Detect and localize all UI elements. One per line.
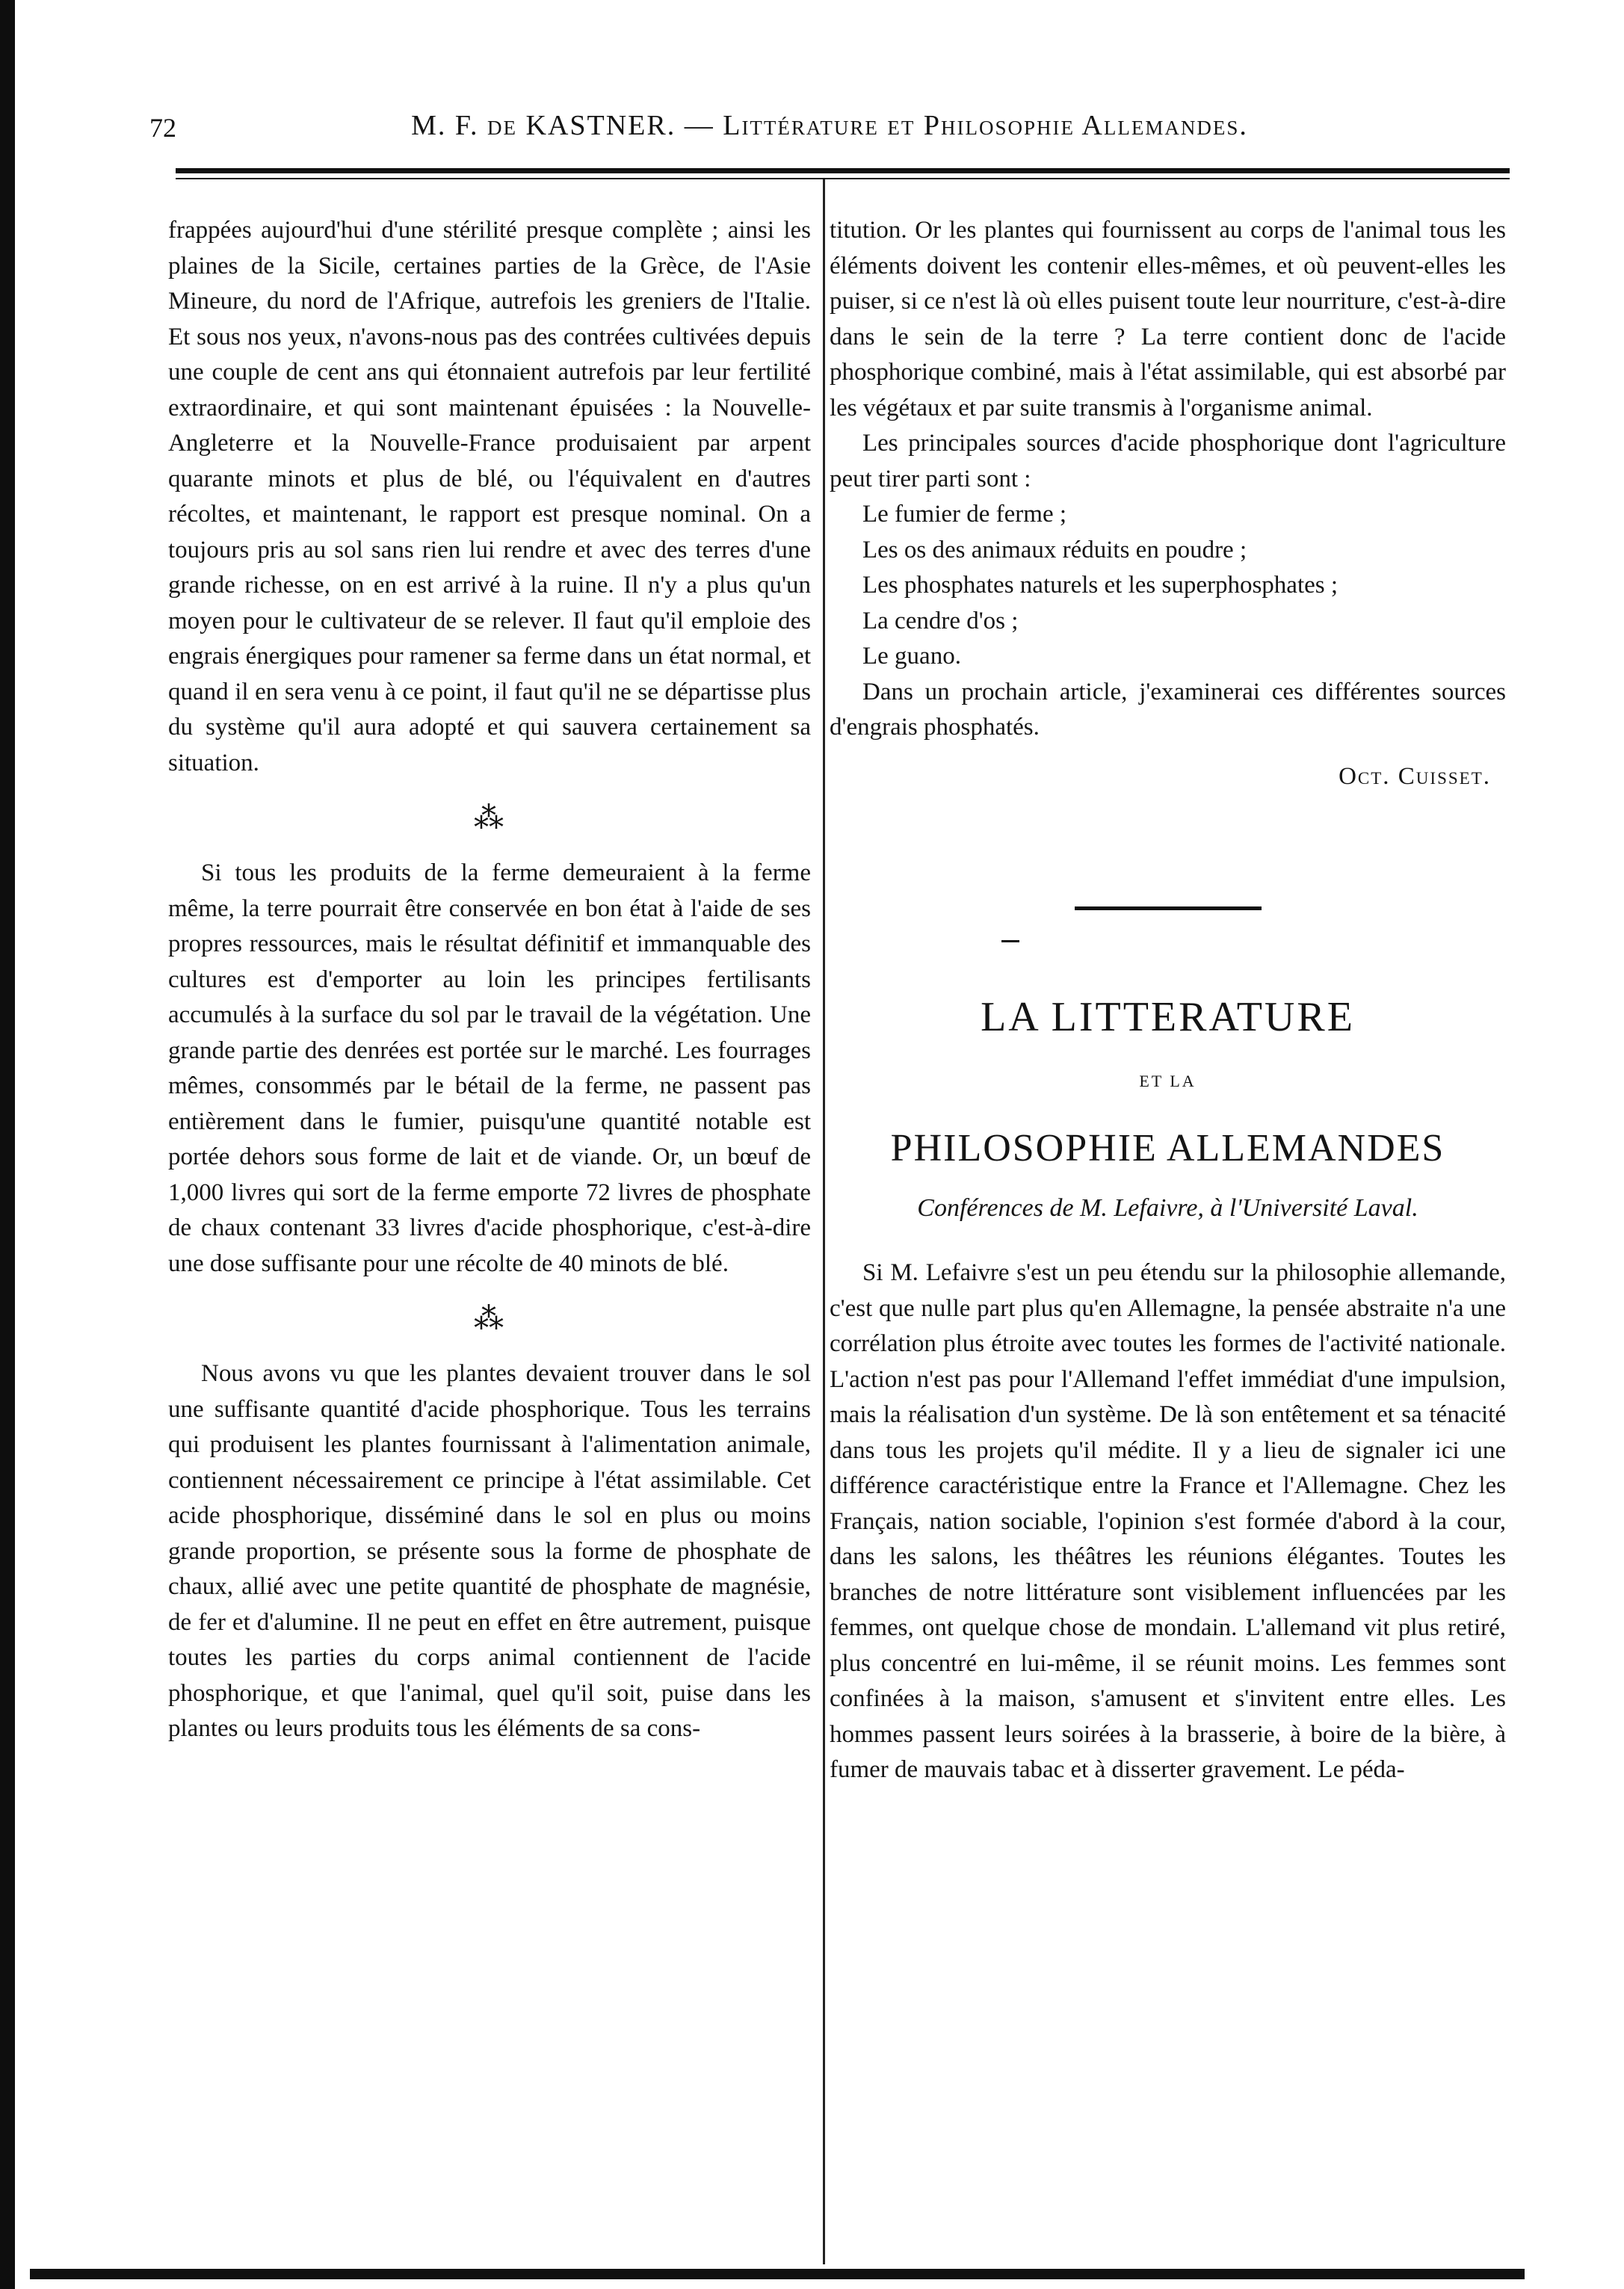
page-number: 72 — [149, 113, 176, 143]
article-title-conjunction: ET LA — [1139, 1072, 1197, 1090]
paragraph: Si tous les produits de la ferme demeuraient à la ferme même, la terre pourrait être conservée en bon état à l'aide de ses propres ressources, mais le résultat définitif et immanquable des cultures est d'emporter au loin les principes fertilisants accumulés à la surface du sol par le travail de la végétation. Une grande partie des denrées est portée sur le marché. Les fourrages mêmes, consommés par le bétail de la ferme, ne passent pas entièrement dans le fumier, puisqu'une quantité notable est portée dehors sous forme de lait et de viande. Or, un bœuf de 1,000 livres qui sort de la ferme emporte 72 livres de phosphate de chaux contenant 33 livres d'acide phosphorique, c'est-à-dire une dose suffisante pour une récolte de 40 minots de blé. — [168, 859, 811, 1277]
right-column — [830, 213, 1506, 1788]
section-separator: ⁂ — [474, 1302, 505, 1335]
paragraph: Les principales sources d'acide phosphorique dont l'agriculture peut tirer parti sont : — [830, 430, 1506, 492]
list-item: La cendre d'os ; — [862, 607, 1019, 634]
list-item: Les os des animaux réduits en poudre ; — [862, 536, 1247, 563]
article-title-continued: PHILOSOPHIE ALLEMANDES — [890, 1126, 1445, 1170]
section-separator: ⁂ — [474, 801, 505, 835]
bottom-rule — [30, 2269, 1525, 2279]
paragraph: Dans un prochain article, j'examinerai ces différentes sources d'engrais phosphatés. — [830, 678, 1506, 741]
article-subtitle: Conférences de M. Lefaivre, à l'Université Laval. — [917, 1193, 1418, 1222]
paragraph: Si M. Lefaivre s'est un peu étendu sur la philosophie allemande, c'est que nulle part plus qu'en Allemagne, la pensée abstraite n'a une corrélation plus étroite avec toutes les formes de l'activité nationale. L'action n'est pas pour l'Allemand l'effet immédiat d'une impulsion, mais la réalisation d'un système. De là son entêtement et sa ténacité dans tous les projets qu'il médite. Il y a lieu de signaler ici une différence caractéristique entre la France et l'Allemagne. Chez les Français, nation sociable, l'opinion s'est formée d'abord à la cour, dans les salons, les théâtres les réunions élégantes. Toutes les branches de notre littérature sont visiblement influencées par les femmes, ont quelque chose de mondain. L'allemand vit plus retiré, plus concentré en lui-même, il se réunit moins. Les femmes sont confinées à la maison, s'amusent et s'invitent entre elles. Les hommes passent leurs soirées à la brasserie, à boire de la bière, à fumer de mauvais tabac et à disserter gravement. Le péda- — [830, 1259, 1506, 1783]
list-item: Le guano. — [862, 643, 961, 670]
paragraph: titution. Or les plantes qui fournissent au corps de l'animal tous les éléments doivent les contenir elles-mêmes, et où peuvent-elles les puiser, si ce n'est là où elles puisent toute leur nourriture, c'est-à-dire dans le sein de la terre ? La terre contient donc de l'acide phosphorique combiné, mais à l'état assimilable, qui est absorbé par les végétaux et par suite transmis à l'organisme animal. — [830, 217, 1506, 421]
article-title: LA LITTERATURE — [981, 994, 1355, 1040]
list-item: Le fumier de ferme ; — [862, 501, 1067, 528]
paragraph: frappées aujourd'hui d'une stérilité presque complète ; ainsi les plaines de la Sicile, certaines parties de la Grèce, de l'Asie Mineure, du nord de l'Afrique, autrefois les greniers de l'Italie. Et sous nos yeux, n'avons-nous pas des contrées cultivées depuis une couple de cent ans qui étonnaient autrefois par leur fertilité extraordinaire, et qui sont maintenant épuisées : la Nouvelle-Angleterre et la Nouvelle-France produisaient par arpent quarante minots et plus de blé, ou l'équivalent en d'autres récoltes, et maintenant, le rapport est presque nominal. On a toujours pris au sol sans rien lui rendre et avec des terres d'une grande richesse, on en est arrivé à la ruine. Il n'y a plus qu'un moyen pour le cultivateur de se relever. Il faut qu'il emploie des engrais énergiques pour ramener sa ferme dans un état normal, et quand il en sera venu à ce point, il faut qu'il ne se départisse plus du système qu'il aura adopté et qui sauvera certainement sa situation. — [168, 217, 811, 776]
running-title: M. F. de KASTNER. — Littérature et Philosophie Allemandes. — [411, 110, 1248, 141]
header-rule — [176, 168, 1510, 179]
list-item: Les phosphates naturels et les superphosphates ; — [862, 572, 1339, 599]
left-column — [168, 213, 811, 1747]
author-signature: Oct. Cuisset. — [1339, 762, 1491, 790]
dash-mark — [1001, 940, 1019, 942]
scan-edge — [0, 0, 15, 2289]
section-rule — [1075, 906, 1262, 910]
column-divider — [823, 179, 825, 2264]
page-header — [149, 105, 1510, 157]
paragraph: Nous avons vu que les plantes devaient trouver dans le sol une suffisante quantité d'acide phosphorique. Tous les terrains qui produisent les plantes fournissant à l'alimentation animale, contiennent nécessairement ce principe à l'état assimilable. Cet acide phosphorique, disséminé dans le sol en plus ou moins grande proportion, se présente sous la forme de phosphate de chaux, allié avec une petite quantité de phosphate de magnésie, de fer et d'alumine. Il ne peut en effet en être autrement, puisque toutes les parties du corps animal contiennent de l'acide phosphorique, et que l'animal, quel qu'il soit, puise dans les plantes ou leurs produits tous les éléments de sa cons- — [168, 1360, 811, 1742]
